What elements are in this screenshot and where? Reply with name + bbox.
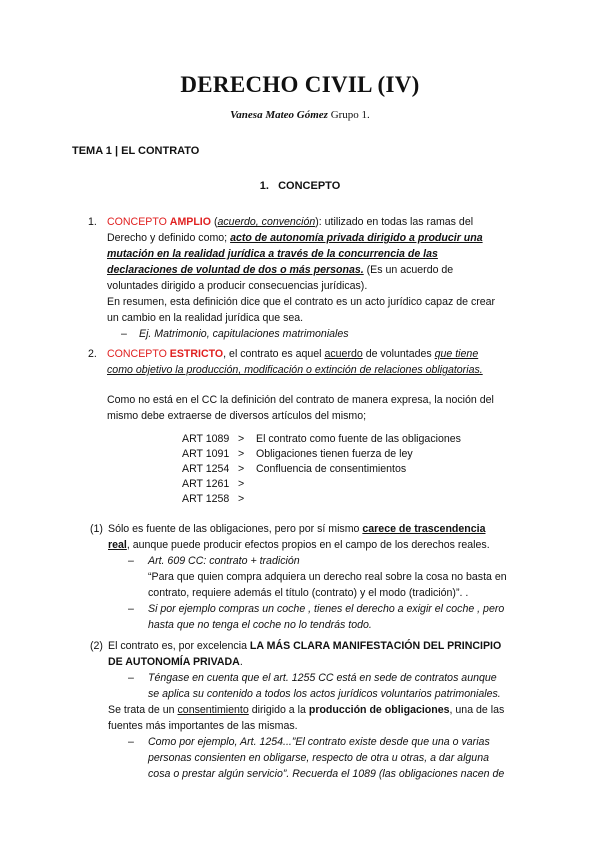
dash-bullet: – xyxy=(128,672,134,684)
summary-text: En resumen, esta definición dice que el contrato es un acto jurídico capaz de crear un cambio en la realidad jurídica que sea. xyxy=(107,296,496,324)
point-2-body xyxy=(90,638,510,670)
point-2-subitems-2 xyxy=(90,734,510,782)
point-1-body xyxy=(90,521,510,553)
article-row xyxy=(182,492,461,507)
article-number: ART 1258 xyxy=(182,493,230,505)
acuerdo-text: acuerdo xyxy=(324,348,363,360)
article-arrow: > xyxy=(238,433,245,445)
article-desc: Obligaciones tienen fuerza de ley xyxy=(256,448,413,460)
article-number: ART 1261 xyxy=(182,478,230,490)
paren-open: ( xyxy=(211,216,218,228)
document-title: DERECHO CIVIL (IV) xyxy=(180,72,420,97)
group-label: Grupo 1. xyxy=(330,109,370,121)
item-text: (Es un acuerdo de voluntades dirigido a producir consecuencias jurídicas). xyxy=(107,264,454,292)
label-prefix: CONCEPTO xyxy=(107,348,170,360)
subitem xyxy=(108,553,510,569)
subitem xyxy=(108,670,510,702)
label-prefix: CONCEPTO xyxy=(107,216,170,228)
consent-text: consentimiento xyxy=(177,704,249,716)
article-row xyxy=(182,432,461,447)
point-text: Sólo es fuente de las obligaciones, pero por sí mismo xyxy=(108,523,363,535)
point-bold: LA MÁS CLARA MANIFESTACIÓN DEL PRINCIPIO DE AUTONOMÍA PRIVADA xyxy=(108,640,502,668)
article-row xyxy=(182,477,461,492)
point-text: , una de las fuentes más importantes de las mismas. xyxy=(108,704,505,732)
point-2-consent xyxy=(90,702,510,734)
dash-bullet: – xyxy=(128,736,134,748)
label-estricto: ESTRICTO xyxy=(169,348,224,360)
article-desc: El contrato como fuente de las obligaciones xyxy=(256,433,461,445)
item-amplio-paragraph xyxy=(107,214,507,294)
article-number: ART 1089 xyxy=(182,433,230,445)
item-text: , el contrato es aquel xyxy=(223,348,325,360)
subitem-text: Si por ejemplo compras un coche , tienes el derecho a exigir el coche , pero hasta que no tenga el coche no lo tendrás todo. xyxy=(148,603,505,631)
point-text: , aunque puede producir efectos propios en el campo de los derechos reales. xyxy=(126,539,490,551)
purpose-text: que tiene como objetivo la producción, modificación o extinción de relaciones obligatorias. xyxy=(107,348,483,376)
subitem-title: Art. 609 CC: contrato + tradición xyxy=(148,555,300,567)
article-number: ART 1254 xyxy=(182,463,230,475)
author-line xyxy=(0,109,600,121)
label-amplio: AMPLIO xyxy=(169,216,211,228)
production-text: producción de obligaciones xyxy=(308,704,450,716)
item-number: 2. xyxy=(88,348,97,360)
subitem xyxy=(108,734,510,782)
subitem-quote: “Para que quien compra adquiera un derecho real sobre la cosa no basta en contrato, requiere además el título (contrato) y el modo (tradición)”. . xyxy=(148,571,507,599)
article-row xyxy=(182,447,461,462)
section-title: CONCEPTO xyxy=(278,180,341,192)
article-arrow: > xyxy=(238,493,245,505)
article-number: ART 1091 xyxy=(182,448,230,460)
dash-bullet: – xyxy=(121,328,127,340)
item-text: de voluntades xyxy=(362,348,435,360)
item-text: ): utilizado en todas las ramas del Derecho y definido como; xyxy=(107,216,474,244)
item-estricto xyxy=(88,346,507,424)
point-label: (1) xyxy=(90,523,103,535)
subitem-text: Téngase en cuenta que el art. 1255 CC está en sede de contratos aunque se aplica su contenido a todos los actos jurídicos voluntarios patrimoniales. xyxy=(148,672,501,700)
point-1-subitems xyxy=(90,553,510,633)
subitem xyxy=(108,601,510,633)
point-label: (2) xyxy=(90,640,103,652)
definition-text: acto de autonomía privada dirigido a producir una mutación en la realidad jurídica a través de la concurrencia de las declaraciones de voluntad de dos o más personas. xyxy=(107,232,483,276)
point-2 xyxy=(90,638,510,782)
articles-list xyxy=(182,432,461,507)
note-text: Como no está en el CC la definición del contrato de manera expresa, la noción del mismo debe extraerse de diversos artículos del mismo; xyxy=(107,394,494,422)
point-2-subitems xyxy=(90,670,510,702)
item-estricto-paragraph xyxy=(107,346,507,378)
author-name: Vanesa Mateo Gómez xyxy=(230,109,328,121)
article-row xyxy=(182,462,461,477)
point-1 xyxy=(90,521,510,633)
point-text: dirigido a la xyxy=(248,704,309,716)
tema-heading: TEMA 1 | EL CONTRATO xyxy=(72,145,200,157)
point-text: Se trata de un xyxy=(108,704,178,716)
paren-text: acuerdo, convención xyxy=(217,216,316,228)
point-bold: carece de trascendencia real xyxy=(108,523,486,551)
subitem-text: Como por ejemplo, Art. 1254...”El contrato existe desde que una o varias personas consienten en obligarse, respecto de otra u otras, a dar alguna cosa o prestar algún servicio”. Recuerda el 1089 (las obligaciones nacen de xyxy=(148,736,505,780)
dash-bullet: – xyxy=(128,603,134,615)
section-number: 1. xyxy=(259,180,269,192)
article-arrow: > xyxy=(238,448,245,460)
article-arrow: > xyxy=(238,463,245,475)
dash-bullet: – xyxy=(128,555,134,567)
article-arrow: > xyxy=(238,478,245,490)
point-text: El contrato es, por excelencia xyxy=(108,640,250,652)
example-text: Ej. Matrimonio, capitulaciones matrimoniales xyxy=(139,328,349,340)
item-number: 1. xyxy=(88,216,97,228)
article-desc: Confluencia de consentimientos xyxy=(256,463,407,475)
item-amplio xyxy=(88,214,507,342)
section-heading xyxy=(0,180,600,192)
point-text: . xyxy=(239,656,243,668)
example-line xyxy=(107,326,507,342)
